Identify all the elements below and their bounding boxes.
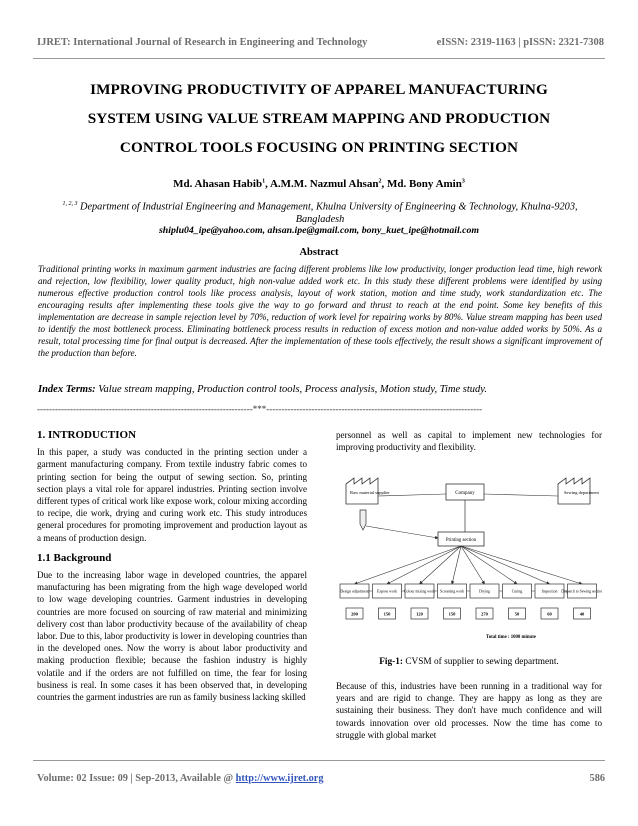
time-label: 120 bbox=[416, 611, 423, 617]
issn-text: eISSN: 2319-1163 | pISSN: 2321-7308 bbox=[436, 37, 604, 48]
author-3: Md. Bony Amin bbox=[386, 178, 462, 190]
section-1-1-heading: 1.1 Background bbox=[37, 551, 112, 564]
index-terms bbox=[38, 384, 602, 395]
page-number: 586 bbox=[589, 773, 605, 784]
time-label: 150 bbox=[448, 611, 456, 617]
time-label: 200 bbox=[351, 611, 358, 617]
separator: ------------------------------------------------------------------------***------------------------------------------------------------------------ bbox=[37, 404, 483, 414]
abstract-text: Traditional printing works in maximum garment industries are facing different problems like low productivity, longer production lead time, high rework and rejection, low flexibility, lower quality product, high non-value added work etc. In this study these different problems were identified by using numerous effective production control tools like process analysis, layout of work station, motion and time study, work standardization etc. The encouraging results after implementing these tools give the way to go forward and thrust to reach at the end point. Some key benefits of this implementation are decrease in sample rejection level by 70%, reduction of work level for repairing works by 80%. Value stream mapping has been used to identify the most bottleneck process. Eliminating bottleneck process results in reduction of excess motion and non-value added works by 50%. As a result, total processing time for final output is decreased. After the implementation of these tools effectively, the result shows a significant improvement of the production than before. bbox=[38, 264, 602, 358]
page-footer bbox=[37, 773, 605, 784]
section-1-heading: 1. INTRODUCTION bbox=[37, 429, 137, 441]
process-label: Design adjustment bbox=[340, 589, 369, 594]
process-label: Expose work bbox=[377, 589, 397, 594]
author-1: Md. Ahasan Habib bbox=[173, 178, 263, 190]
time-label: 60 bbox=[547, 611, 552, 617]
author-3-sup: 3 bbox=[461, 178, 465, 185]
caption-label: Fig-1: bbox=[379, 657, 404, 667]
process-label: Curing bbox=[511, 589, 523, 594]
author-list: Md. Ahasan Habib$^1$, A.M.M. Nazmul Ahsan$^2$, Md. Bony Amin$^3$ bbox=[173, 178, 465, 190]
affiliation-sup: 1, 2, 3 bbox=[62, 201, 78, 207]
time-label: 270 bbox=[481, 611, 488, 617]
process-label: Screening work bbox=[440, 589, 464, 594]
affiliation bbox=[60, 198, 580, 226]
process-label: Colour mixing work bbox=[403, 589, 436, 594]
process-label: Dispatch to Sewing section bbox=[561, 589, 602, 594]
company-label: Company bbox=[455, 491, 475, 496]
figure-caption bbox=[336, 657, 602, 667]
process-label: Inspection bbox=[541, 589, 558, 594]
footer-volume: Volume: 02 Issue: 09 | Sep-2013, Available @ bbox=[37, 773, 236, 784]
index-terms-label: Index Terms: bbox=[38, 384, 96, 395]
cvsm-diagram bbox=[336, 466, 602, 646]
left-column bbox=[37, 429, 307, 703]
journal-name: IJRET: International Journal of Research in Engineering and Technology bbox=[37, 37, 368, 48]
journal-link[interactable]: http://www.ijret.org bbox=[235, 773, 324, 784]
section-1-text: In this paper, a study was conducted in the printing section under a garment manufacturing company. From textile industry fabric comes to printing section for being the output of sewing section. So, printing section plays a vital role for apparel industries. Printing section involve different types of critical work like expose work, colour mixing according to recipe, die work, drying and curing work etc. This study introduces general procedures for promoting improvement and production layout as a means of production design. bbox=[37, 447, 307, 543]
author-2-sup: 2 bbox=[378, 178, 382, 185]
index-terms-text: Value stream mapping, Production control tools, Process analysis, Motion study, Time study. bbox=[98, 384, 487, 395]
process-boxes bbox=[340, 584, 602, 598]
paper-title bbox=[33, 78, 605, 160]
author-1-sup: 1 bbox=[262, 178, 266, 185]
header-rule bbox=[33, 58, 605, 59]
title-line-1: IMPROVING PRODUCTIVITY OF APPAREL MANUFACTURING bbox=[90, 81, 548, 98]
total-time-label: Total time : 1000 minute bbox=[486, 635, 536, 640]
supplier-label: Raw material supplier bbox=[350, 490, 390, 495]
affiliation-text: Department of Industrial Engineering and Management, Khulna University of Engineering & Technology, Khulna-9203, Bangladesh bbox=[80, 201, 578, 226]
time-label: 150 bbox=[383, 611, 391, 617]
time-label: 50 bbox=[514, 611, 520, 617]
caption-text: CVSM of supplier to sewing department. bbox=[403, 657, 559, 667]
title-line-2: SYSTEM USING VALUE STREAM MAPPING AND PRODUCTION bbox=[87, 110, 551, 127]
section-1-1-text: Due to the increasing labor wage in developed countries, the apparel manufacturing has been migrating from the high wage developed world to low wage developing countries. Garment industries in developing countries are more focused on sourcing of raw material and minimizing delivery cost than labor productivity because of the availability of cheap labor. Due to this, labor productivity is lower in developing countries than in the developed ones. Now the worry is about labor productivity and making production flexible; because the fashion industry is highly volatile and if the orders are not fulfilled on time, the fear for losing business is real. In some cases it has been observed that, in developing countries the garment industries are run as family business lacking skilled bbox=[37, 570, 307, 703]
cvsm-figure bbox=[336, 466, 602, 646]
sewing-label: Sewing department bbox=[564, 490, 599, 495]
author-emails: shiplu04_ipe@yahoo.com, ahsan.ipe@gmail.com, bony_kuet_ipe@hotmail.com bbox=[158, 225, 479, 236]
abstract-heading: Abstract bbox=[299, 247, 339, 258]
right-column-top: personnel as well as capital to implement new technologies for improving productivity and flexibility. bbox=[336, 430, 602, 453]
printing-label: Printing section bbox=[445, 538, 477, 543]
right-column-bottom: Because of this, industries have been running in a traditional way for years and are rigid to change. They are happy as long as they are sustaining their business. They don't have much confidence and will towards innovation over old processes. Now the time has come to struggle with global market bbox=[336, 681, 602, 740]
title-line-3: CONTROL TOOLS FOCUSING ON PRINTING SECTION bbox=[119, 139, 519, 156]
author-2: A.M.M. Nazmul Ahsan bbox=[269, 178, 379, 190]
time-label: 40 bbox=[579, 611, 585, 617]
process-label: Drying bbox=[479, 589, 490, 594]
footer-rule bbox=[33, 760, 605, 761]
